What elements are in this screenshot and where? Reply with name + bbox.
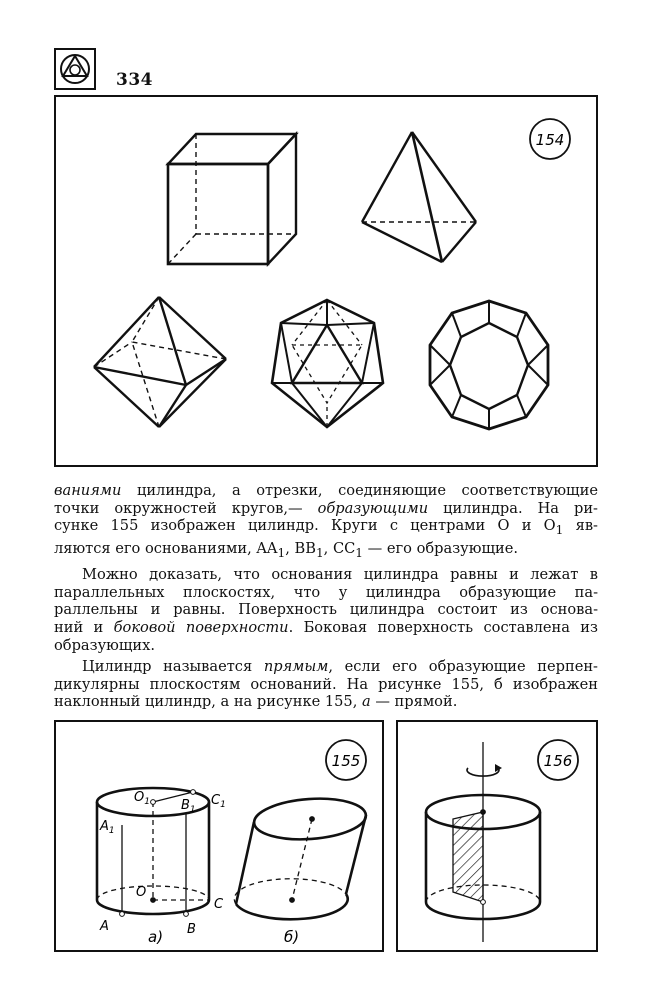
subscript: 1: [355, 545, 364, 560]
dodecahedron-shape: [430, 301, 548, 429]
line: [54, 500, 598, 518]
text-run: наклонный цилиндр, а на рисунке 155,: [54, 693, 362, 711]
body-text: [54, 482, 598, 711]
figure-155: [54, 720, 384, 952]
italic-term: прямым: [263, 658, 329, 676]
figure-155-label: [326, 740, 366, 780]
line: [54, 517, 598, 540]
label-C1: C: [211, 793, 221, 808]
text-run: сунке 155 изображен цилиндр. Круги с центрами O и O: [54, 517, 556, 535]
label-B1: B: [181, 798, 190, 813]
triangle-in-circle-icon: [56, 50, 94, 88]
label-O1: O: [134, 790, 145, 805]
figure-156-label: [538, 740, 578, 780]
text-run: цилиндра, а отрезки, соединяющие соответствующие: [121, 482, 598, 499]
svg-text:C1: [211, 793, 226, 810]
line: Можно доказать, что основания цилиндра равны и лежат в: [82, 566, 598, 584]
figure-156: [396, 720, 598, 952]
text-run: , CC: [323, 539, 356, 557]
line: образующих.: [54, 636, 156, 654]
oblique-cylinder: [234, 795, 367, 919]
label-A: A: [100, 919, 109, 934]
text-run: , BB: [285, 539, 316, 557]
line: [54, 693, 598, 711]
octahedron-shape: [94, 297, 226, 427]
svg-text:A1: [99, 819, 115, 836]
line: [54, 658, 598, 676]
text-run: . Боковая поверхность составлена из: [288, 618, 598, 636]
svg-text:B1: [181, 798, 196, 815]
italic-term: боковой поверхности: [113, 618, 289, 636]
subfigure-a-label: а): [148, 928, 164, 946]
text-run: ний и: [54, 618, 114, 636]
line: дикулярны плоскостям оснований. На рисунке 155, б изображен: [54, 675, 598, 693]
label-B: B: [187, 922, 196, 937]
line: [54, 619, 598, 637]
label-A1: A: [100, 819, 109, 834]
text-run: — прямой.: [370, 693, 458, 711]
text-run: яв-: [563, 517, 598, 535]
figure-154-drawing: [56, 97, 596, 465]
line: раллельны и равны. Поверхность цилиндра состоит из основа-: [54, 601, 598, 619]
text-run: точки окружностей кругов,—: [54, 499, 318, 517]
figure-155-drawing: [56, 722, 382, 950]
paragraph-1: [54, 482, 598, 562]
line: параллельных плоскостях, что у цилиндра образующие па-: [54, 583, 598, 601]
icosahedron-shape: [272, 300, 383, 427]
figure-154: [54, 95, 598, 467]
text-run: цилиндра. На ри-: [428, 499, 598, 517]
cube-shape: [168, 134, 296, 264]
page-number: 334: [116, 70, 153, 90]
label-O1-sub: 1: [144, 797, 150, 807]
italic-term: ваниями: [54, 482, 122, 499]
figure-156-drawing: [398, 722, 596, 950]
svg-text:156: 156: [543, 752, 573, 770]
label-C: C: [214, 897, 224, 912]
figure-154-label: [530, 119, 570, 159]
italic-term: образующими: [317, 499, 429, 517]
svg-text:O1: [134, 790, 150, 807]
label-C1-sub: 1: [220, 800, 226, 810]
tetrahedron-shape: [362, 132, 476, 262]
rotation-cylinder: [426, 742, 540, 942]
text-run: , если его образующие перпен-: [328, 658, 598, 676]
subscript: 1: [277, 545, 286, 560]
subscript: 1: [315, 545, 324, 560]
label-A1-sub: 1: [108, 826, 115, 836]
svg-text:154: 154: [535, 131, 565, 149]
label-B1-sub: 1: [189, 805, 196, 815]
label-O: O: [136, 885, 147, 900]
text-run: ляются его основаниями, AA: [54, 539, 278, 557]
paragraph-3: [54, 658, 598, 711]
text-run: Цилиндр называется: [82, 658, 264, 676]
line: [54, 540, 598, 563]
text-run: — его образующие.: [363, 539, 519, 557]
subfigure-b-label: б): [284, 928, 300, 946]
line: [54, 482, 598, 500]
svg-text:155: 155: [331, 752, 361, 770]
italic-term: а: [361, 693, 371, 711]
subscript: 1: [555, 523, 564, 538]
logo-box: [54, 48, 96, 90]
paragraph-2: [54, 566, 598, 654]
